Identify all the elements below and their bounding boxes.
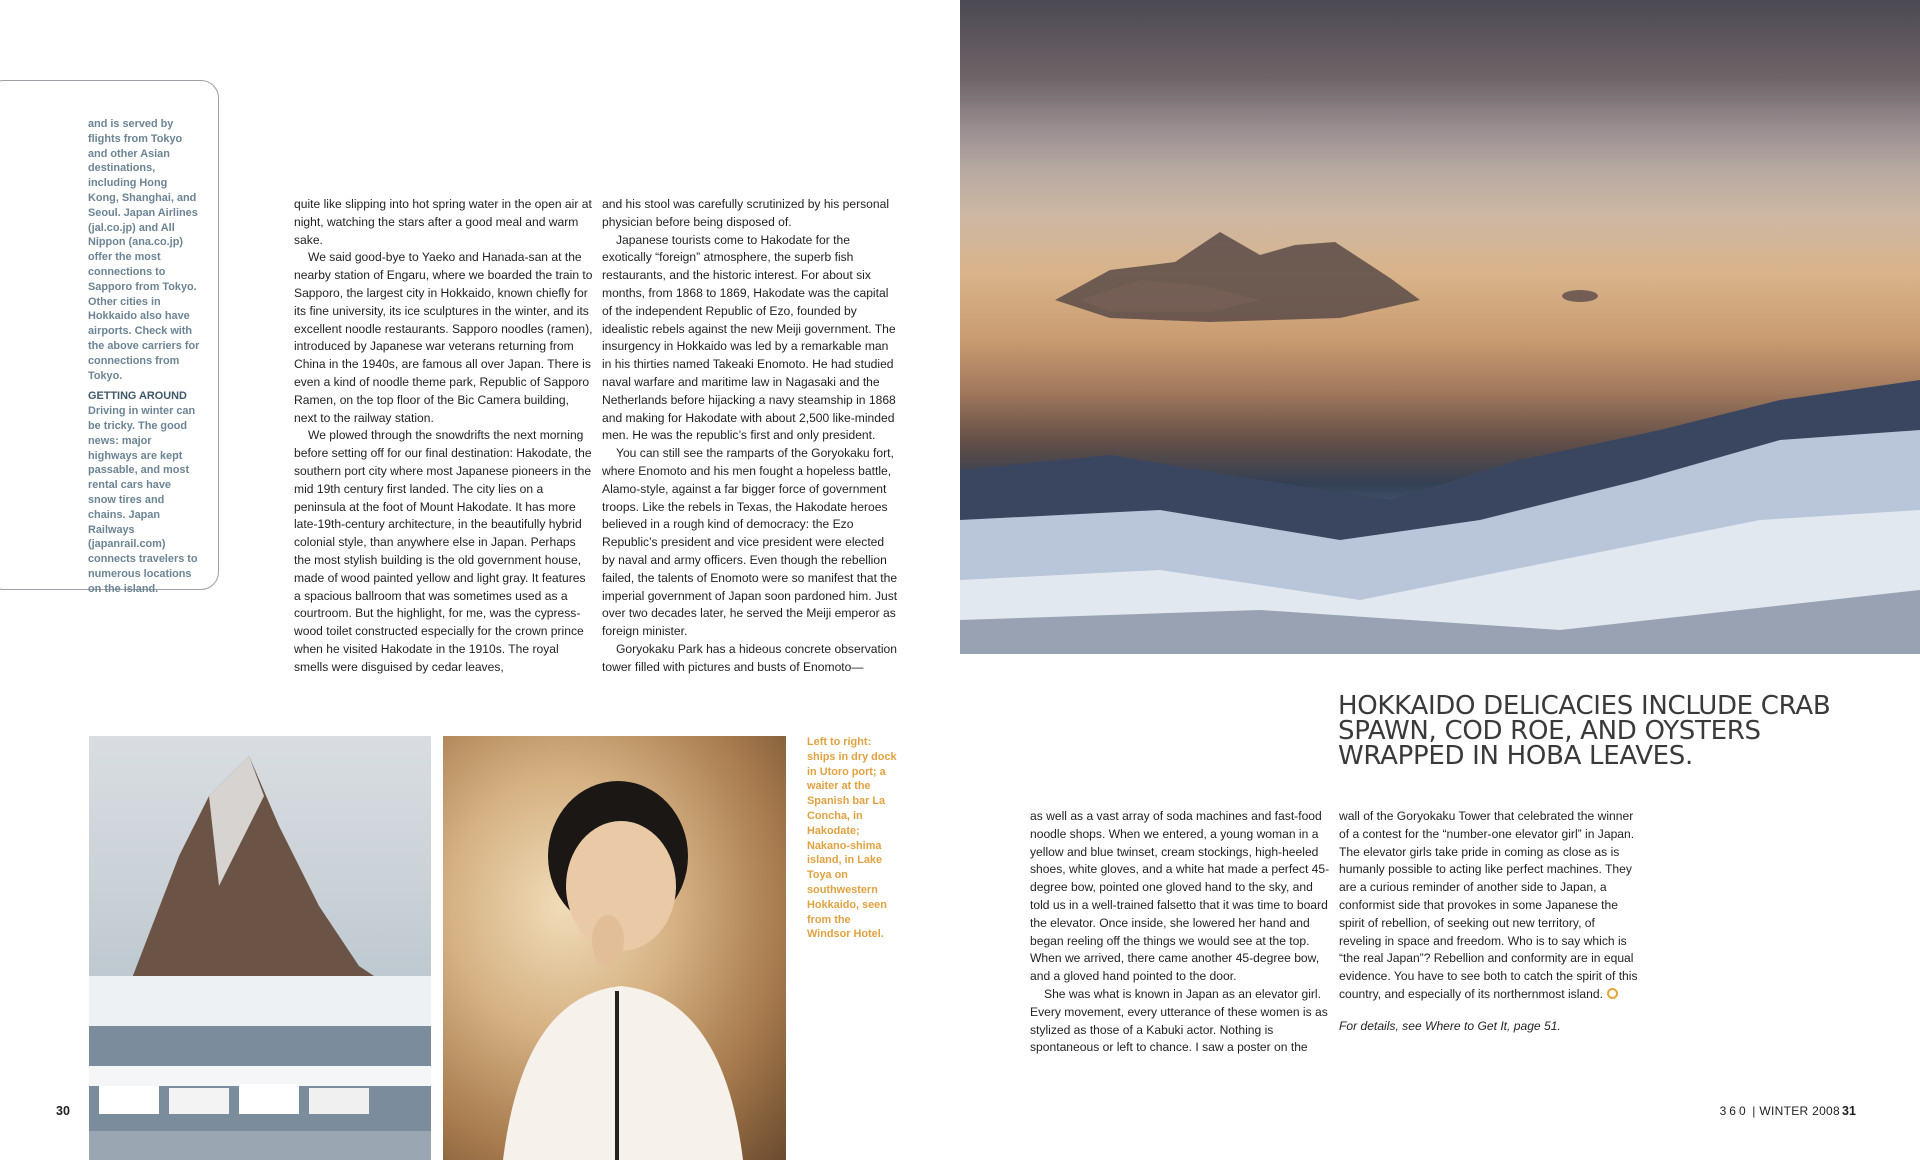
- article-column-3: [1030, 808, 1332, 1078]
- details-note: For details, see Where to Get It, page 51.: [1339, 1018, 1561, 1033]
- article-column-4: [1339, 808, 1639, 1078]
- pull-quote: HOKKAIDO DELICACIES INCLUDE CRAB SPAWN, COD ROE, AND OYSTERS WRAPPED IN HOBA LEAVES.: [1338, 691, 1831, 771]
- paragraph: We said good-bye to Yaeko and Hanada-san at the nearby station of Engaru, where we boarded the train to Sapporo, the largest city in Hokkaido, known chiefly for its fine university, its ice sculptures in the winter, and its excellent noodle restaurants. Sapporo noodles (ramen), introduced by Japanese war veterans returning from China in the 1940s, are famous all over Japan. There is even a kind of noodle theme park, Republic of Sapporo Ramen, on the top floor of the Bic Camera building, next to the railway station.: [294, 250, 593, 425]
- issue-date: WINTER 2008: [1759, 1104, 1840, 1118]
- paragraph: You can still see the ramparts of the Goryokaku fort, where Enomoto and his men fought a hopeless battle, Alamo-style, against a far bigger force of government troops. Like the rebels in Texas, the Hakodate heroes believed in a rough kind of democracy: the Ezo Republic’s president and vice president were elected by naval and army officers. Even though the rebellion failed, the talents of Enomoto were so manifest that the imperial government of Japan soon pardoned him. Just over two decades later, he served the Meiji emperor as foreign minister.: [602, 446, 898, 639]
- page-number-right: 31: [1842, 1104, 1856, 1118]
- paragraph: She was what is known in Japan as an elevator girl. Every movement, every utterance of these women is as stylized as those of a Kabuki actor. Nothing is spontaneous or left to chance. I saw a poster on the: [1030, 986, 1328, 1055]
- paragraph: quite like slipping into hot spring water in the open air at night, watching the stars after a good meal and warm sake.: [294, 197, 592, 247]
- magazine-brand: 360: [1719, 1104, 1749, 1118]
- end-mark-icon: [1607, 988, 1618, 999]
- travel-sidebar: [88, 117, 200, 597]
- rock-and-boats-illustration: [89, 736, 431, 1160]
- sidebar-heading: GETTING AROUND: [88, 390, 187, 403]
- paragraph: as well as a vast array of soda machines and fast-food noodle shops. When we entered, a young woman in a yellow and blue twinset, cream stockings, high-heeled shoes, white gloves, and a white hat made a perfect 45-degree bow, pointed one gloved hand to the sky, and told us in a well-trained falsetto that it was time to board the elevator. Once inside, she lowered her hand and began reeling off the things we would see at the top. When we arrived, there came another 45-degree bow, and a gloved hand pointed to the door.: [1030, 809, 1330, 984]
- waiter-illustration: [443, 736, 786, 1160]
- paragraph: Goryokaku Park has a hideous concrete observation tower filled with pictures and busts of Enomoto—: [602, 641, 898, 674]
- folio: [1700, 1104, 1840, 1118]
- folio-separator: |: [1752, 1104, 1756, 1118]
- sidebar-paragraph: and is served by flights from Tokyo and other Asian destinations, including Hong Kong, Shanghai, and Seoul. Japan Airlines (jal.co.jp) and All Nippon (ana.co.jp) offer the most connections to Sapporo from Tokyo. Other cities in Hokkaido also have airports. Check with the above carriers for connections from Tokyo.: [88, 118, 200, 382]
- paragraph: We plowed through the snowdrifts the next morning before setting off for our final destination: Hakodate, the southern port city where most Japanese pioneers in the mid 19th century first landed. The city lies on a peninsula at the foot of Mount Hakodate. It has more late-19th-century architecture, in the beautifully hybrid colonial style, than anywhere else in Japan. Perhaps the most stylish building is the old government house, made of wood painted yellow and light gray. It features a spacious ballroom that was sometimes used as a courtroom. But the highlight, for me, was the cypress-wood toilet constructed especially for the crown prince when he visited Hakodate in the 1910s. The royal smells were disguised by cedar leaves,: [294, 428, 592, 674]
- paragraph-text: wall of the Goryokaku Tower that celebrated the winner of a contest for the “number-one elevator girl” in Japan. The elevator girls take pride in coming as close as is humanly possible to acting like perfect machines. They are a curious reminder of another side to Japan, a conformist side that provokes in some Japanese the spirit of rebellion, of seeking out new territory, of reveling in space and freedom. Who is to say which is “the real Japan”? Rebellion and conformity are in equal evidence. You have to see both to catch the spirit of this country, and especially of its northernmost island.: [1339, 809, 1638, 1001]
- article-column-1: [294, 196, 594, 696]
- lake-landscape-illustration: [960, 0, 1920, 654]
- utoro-port-photo: [89, 736, 431, 1160]
- lake-toya-photo: [960, 0, 1920, 654]
- paragraph: [1339, 808, 1639, 1004]
- sidebar-paragraph: Driving in winter can be tricky. The good news: major highways are kept passable, and most rental cars have snow tires and chains. Japan Railways (japanrail.com) connects travelers to numerous locations on the island.: [88, 405, 198, 595]
- page-number-left: 30: [56, 1104, 70, 1118]
- photo-caption: Left to right: ships in dry dock in Utoro port; a waiter at the Spanish bar La Concha, in Hakodate; Nakano-shima island, in Lake Toya on southwestern Hokkaido, seen from the Windsor Hotel.: [807, 736, 897, 941]
- article-column-2: [602, 196, 900, 696]
- paragraph: Japanese tourists come to Hakodate for the exotically “foreign” atmosphere, the superb fish restaurants, and the historic interest. For about six months, from 1868 to 1869, Hakodate was the capital of the independent Republic of Ezo, founded by idealistic rebels against the new Meiji government. The insurgency in Hokkaido was led by a remarkable man in his thirties named Takeaki Enomoto. He had studied naval warfare and maritime law in Nagasaki and the Netherlands before hijacking a navy steamship in 1868 and making for Hakodate with about 2,500 like-minded men. He was the republic’s first and only president.: [602, 232, 896, 443]
- waiter-photo: [443, 736, 786, 1160]
- paragraph: and his stool was carefully scrutinized by his personal physician before being disposed of.: [602, 197, 890, 229]
